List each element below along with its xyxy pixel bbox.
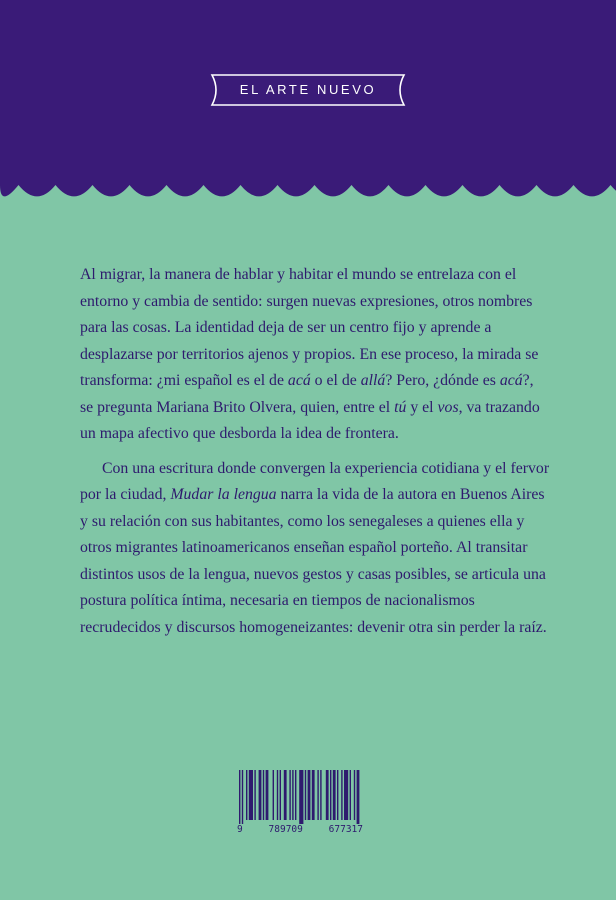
barcode-bar — [273, 770, 274, 820]
barcode-bar — [341, 770, 342, 820]
barcode-bar — [326, 770, 329, 820]
barcode-bar — [295, 770, 296, 820]
barcode-bar — [259, 770, 262, 820]
text-run: Con una escritura donde convergen la experiencia cotidiana y el fervor por la ciudad, — [80, 459, 550, 503]
italic-run: vos — [437, 398, 459, 416]
isbn-digits — [237, 824, 363, 836]
isbn-right-group: 677317 — [328, 824, 363, 835]
barcode-bar — [254, 770, 255, 820]
barcode-bar — [284, 770, 287, 820]
series-title: EL ARTE NUEVO — [239, 82, 377, 97]
text-run: ?, se pregunta Mariana Brito Olvera, quien, entre el — [80, 372, 534, 416]
italic-run: Mudar la lengua — [170, 486, 277, 503]
text-run: ? Pero, ¿dónde es — [385, 372, 500, 389]
italic-run: tú — [394, 398, 407, 416]
barcode-bar — [242, 770, 243, 824]
barcode-bar — [263, 770, 264, 820]
text-run: o el de — [310, 372, 361, 389]
barcode-bar — [357, 770, 360, 824]
barcode-bar — [246, 770, 247, 820]
barcode-bar — [320, 770, 321, 820]
barcode-bar — [344, 770, 348, 820]
barcode-bar — [330, 770, 331, 820]
barcode-bar — [312, 770, 315, 820]
barcode-bar — [354, 770, 355, 820]
text-run: narra la vida de la autora en Buenos Aires y su relación con sus habitantes, como los senegaleses a quienes ella y otros migrantes latinoamericanos enseñan español porteño. Al transitar distintos usos de la lengua, nuevos gestos y casas posibles, se articula una postura política íntima, necesaria en tiempos de nacionalismos recrudecidos y discursos homogeneizantes: devenir otra sin perder la raíz. — [80, 486, 547, 636]
isbn-left-group: 789709 — [268, 824, 303, 835]
italic-run: acá — [287, 372, 311, 389]
barcode-bars — [237, 770, 363, 824]
italic-run: allá — [360, 372, 386, 389]
barcode-bar — [333, 770, 336, 820]
barcode-bar — [317, 770, 318, 820]
back-cover-blurb — [80, 262, 550, 641]
blurb-paragraph-2 — [80, 456, 550, 642]
barcode-bar — [239, 770, 240, 824]
series-label — [198, 72, 418, 108]
barcode-bar — [289, 770, 290, 820]
barcode-bar — [292, 770, 293, 820]
text-run: y el — [406, 398, 438, 416]
blurb-paragraph-1 — [80, 262, 550, 448]
barcode — [237, 770, 363, 840]
barcode-bar — [249, 770, 253, 820]
barcode-bar — [299, 770, 303, 824]
barcode-bar — [277, 770, 278, 820]
barcode-bar — [308, 770, 311, 820]
barcode-bar — [337, 770, 338, 820]
isbn-prefix: 9 — [237, 824, 243, 835]
text-run: Al migrar, la manera de hablar y habitar el mundo se entrelaza con el entorno y cambia de sentido: surgen nuevas expresiones, otros nombres para las cosas. La identidad deja de ser un centro fijo y aprende a desplazarse por territorios ajenos y propios. En ese proceso, la mirada se transforma: ¿mi español es el de — [80, 266, 539, 389]
text-run: , va trazando un mapa afectivo que desborda la idea de frontera. — [80, 398, 540, 442]
italic-run: acá — [499, 372, 523, 389]
barcode-bar — [266, 770, 269, 820]
barcode-bar — [305, 770, 306, 820]
barcode-bar — [280, 770, 281, 820]
barcode-bar — [350, 770, 351, 820]
